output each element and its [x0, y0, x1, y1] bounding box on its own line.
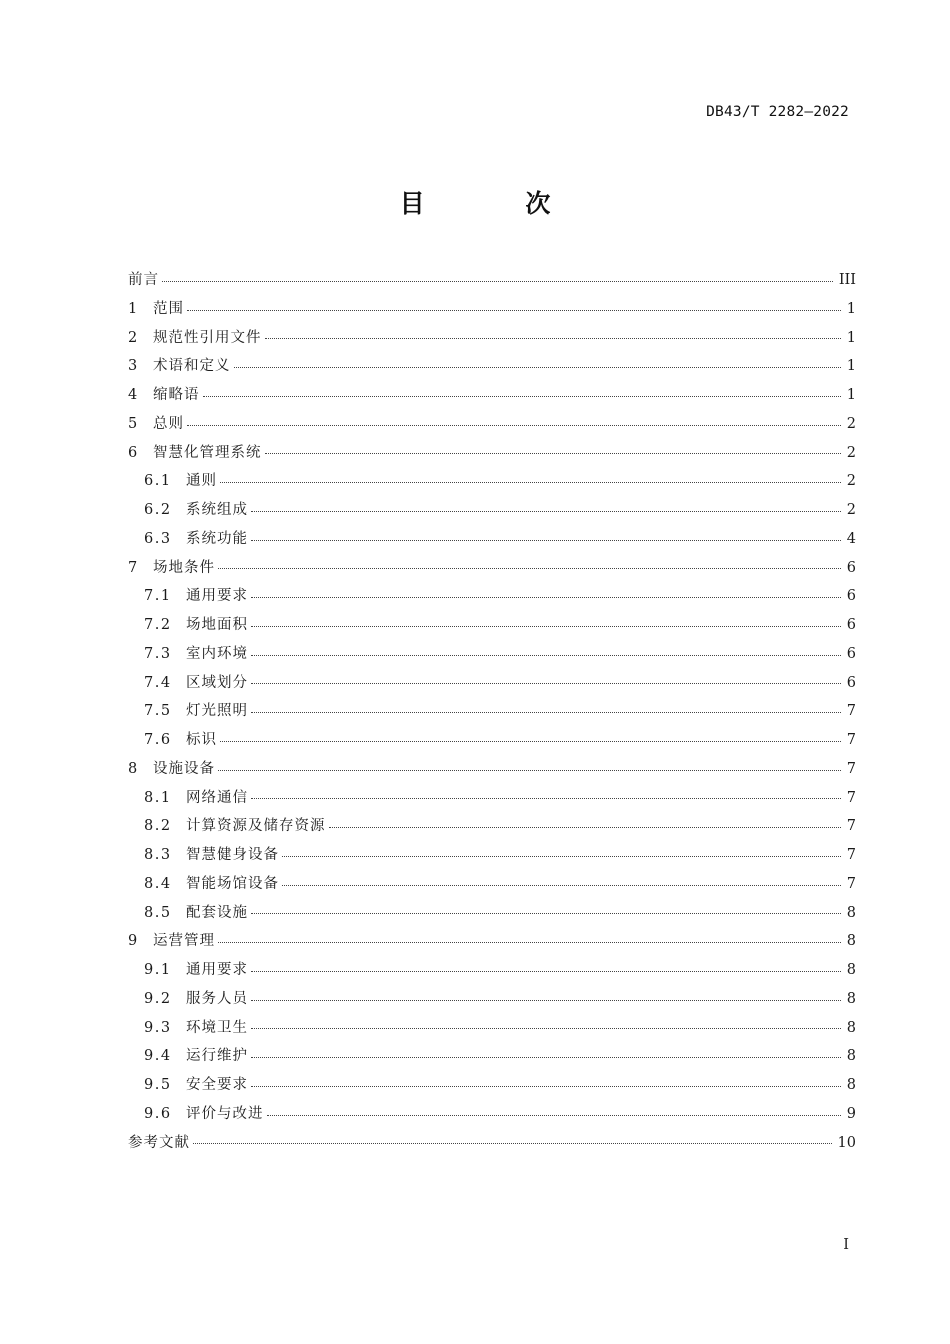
toc-entry-label: 服务人员 — [186, 990, 248, 1007]
toc-entry-number: 9.6 — [144, 1105, 172, 1122]
toc-entry[interactable] — [128, 985, 856, 1014]
toc-entry[interactable] — [128, 467, 856, 496]
toc-entry-label: 标识 — [186, 732, 217, 749]
toc-dot-leader — [187, 310, 841, 311]
table-of-contents — [128, 266, 856, 1157]
toc-dot-leader — [251, 655, 841, 656]
toc-entry-number: 7 — [128, 559, 138, 576]
toc-entry-number: 4 — [128, 387, 138, 404]
toc-entry-page: 2 — [846, 415, 856, 432]
toc-entry[interactable] — [128, 496, 856, 525]
toc-entry-number: 7.2 — [144, 617, 172, 634]
toc-entry[interactable] — [128, 697, 856, 726]
toc-entry-label: 缩略语 — [153, 387, 200, 404]
toc-entry-page: 7 — [846, 703, 856, 720]
toc-entry[interactable] — [128, 927, 856, 956]
toc-entry-label: 区域划分 — [186, 674, 248, 691]
toc-entry[interactable] — [128, 841, 856, 870]
toc-dot-leader — [251, 913, 841, 914]
toc-entry[interactable] — [128, 1129, 856, 1158]
toc-entry-number: 3 — [128, 358, 138, 375]
toc-dot-leader — [329, 827, 841, 828]
toc-entry-label: 智慧健身设备 — [186, 847, 279, 864]
toc-entry-label: 智慧化管理系统 — [153, 444, 262, 461]
toc-entry-label: 范围 — [153, 300, 184, 317]
toc-entry-label: 智能场馆设备 — [186, 875, 279, 892]
standard-number: DB43/T 2282—2022 — [706, 104, 849, 120]
toc-entry-number: 8.2 — [144, 818, 172, 835]
toc-entry[interactable] — [128, 410, 856, 439]
toc-dot-leader — [234, 367, 841, 368]
toc-entry[interactable] — [128, 439, 856, 468]
toc-entry-number: 5 — [128, 415, 138, 432]
toc-entry-label: 网络通信 — [186, 789, 248, 806]
toc-dot-leader — [251, 1057, 841, 1058]
toc-entry[interactable] — [128, 899, 856, 928]
toc-entry-label: 计算资源及储存资源 — [186, 818, 326, 835]
toc-entry-number: 6 — [128, 444, 138, 461]
toc-dot-leader — [251, 626, 841, 627]
toc-entry-page: 1 — [846, 329, 856, 346]
toc-dot-leader — [265, 338, 841, 339]
toc-dot-leader — [162, 281, 833, 282]
toc-entry-number: 9.1 — [144, 962, 172, 979]
toc-entry-label: 运营管理 — [153, 933, 215, 950]
toc-entry-label: 术语和定义 — [153, 358, 231, 375]
toc-entry-page: 8 — [846, 933, 856, 950]
toc-entry-page: 8 — [846, 990, 856, 1007]
toc-dot-leader — [251, 540, 841, 541]
toc-entry[interactable] — [128, 1100, 856, 1129]
toc-dot-leader — [282, 856, 841, 857]
toc-dot-leader — [251, 1028, 841, 1029]
toc-entry-number: 8.5 — [144, 904, 172, 921]
toc-entry-page: 8 — [846, 904, 856, 921]
toc-dot-leader — [251, 712, 841, 713]
toc-entry-label: 系统功能 — [186, 530, 248, 547]
toc-entry-label: 系统组成 — [186, 502, 248, 519]
toc-entry-page: 4 — [846, 530, 856, 547]
toc-entry-page: 1 — [846, 358, 856, 375]
toc-entry[interactable] — [128, 1042, 856, 1071]
toc-dot-leader — [251, 1000, 841, 1001]
toc-entry-number: 7.6 — [144, 732, 172, 749]
toc-entry[interactable] — [128, 266, 856, 295]
toc-entry[interactable] — [128, 582, 856, 611]
toc-entry-number: 9.2 — [144, 990, 172, 1007]
toc-entry-label: 评价与改进 — [186, 1105, 264, 1122]
toc-entry[interactable] — [128, 812, 856, 841]
toc-entry-label: 配套设施 — [186, 904, 248, 921]
toc-entry-page: 7 — [846, 875, 856, 892]
toc-entry-label: 安全要求 — [186, 1077, 248, 1094]
toc-entry-number: 7.4 — [144, 674, 172, 691]
toc-entry-page: 2 — [846, 502, 856, 519]
toc-entry-number: 9.5 — [144, 1077, 172, 1094]
toc-entry-label: 设施设备 — [153, 760, 215, 777]
toc-dot-leader — [220, 482, 841, 483]
toc-entry-label: 运行维护 — [186, 1048, 248, 1065]
toc-entry[interactable] — [128, 669, 856, 698]
toc-dot-leader — [267, 1115, 841, 1116]
toc-entry-label: 室内环境 — [186, 645, 248, 662]
toc-entry-label: 前言 — [128, 272, 159, 289]
toc-entry-number: 8.4 — [144, 875, 172, 892]
toc-dot-leader — [203, 396, 841, 397]
toc-dot-leader — [265, 453, 841, 454]
toc-entry-number: 8 — [128, 760, 138, 777]
toc-entry-number: 2 — [128, 329, 138, 346]
toc-entry-page: 8 — [846, 962, 856, 979]
toc-entry-page: 7 — [846, 760, 856, 777]
toc-entry[interactable] — [128, 352, 856, 381]
toc-dot-leader — [251, 683, 841, 684]
toc-entry-label: 通则 — [186, 473, 217, 490]
toc-dot-leader — [218, 568, 841, 569]
toc-entry-page: 8 — [846, 1048, 856, 1065]
toc-entry-page: 2 — [846, 444, 856, 461]
toc-dot-leader — [218, 942, 841, 943]
toc-entry[interactable] — [128, 784, 856, 813]
toc-entry-number: 7.5 — [144, 703, 172, 720]
toc-entry[interactable] — [128, 755, 856, 784]
toc-entry-number: 9.3 — [144, 1019, 172, 1036]
toc-entry-page: 6 — [846, 617, 856, 634]
toc-entry-page: 9 — [846, 1105, 856, 1122]
toc-dot-leader — [193, 1143, 832, 1144]
toc-entry-number: 1 — [128, 300, 138, 317]
toc-dot-leader — [220, 741, 841, 742]
toc-dot-leader — [218, 770, 841, 771]
toc-entry[interactable] — [128, 956, 856, 985]
toc-entry-number: 8.1 — [144, 789, 172, 806]
toc-entry[interactable] — [128, 295, 856, 324]
toc-dot-leader — [251, 971, 841, 972]
toc-entry-label: 通用要求 — [186, 588, 248, 605]
toc-entry-page: III — [838, 272, 856, 289]
toc-entry-number: 6.2 — [144, 502, 172, 519]
toc-entry[interactable] — [128, 640, 856, 669]
toc-dot-leader — [251, 798, 841, 799]
toc-entry[interactable] — [128, 1014, 856, 1043]
page-number: I — [843, 1237, 849, 1253]
toc-entry[interactable] — [128, 1071, 856, 1100]
toc-dot-leader — [282, 885, 841, 886]
toc-entry-page: 6 — [846, 588, 856, 605]
toc-entry-label: 环境卫生 — [186, 1019, 248, 1036]
toc-entry-label: 总则 — [153, 415, 184, 432]
toc-entry-page: 1 — [846, 300, 856, 317]
toc-dot-leader — [251, 597, 841, 598]
toc-entry[interactable] — [128, 611, 856, 640]
toc-entry-number: 7.3 — [144, 645, 172, 662]
toc-entry-page: 6 — [846, 645, 856, 662]
toc-entry-number: 7.1 — [144, 588, 172, 605]
toc-entry-label: 规范性引用文件 — [153, 329, 262, 346]
toc-entry-label: 灯光照明 — [186, 703, 248, 720]
toc-entry-page: 1 — [846, 387, 856, 404]
toc-entry[interactable] — [128, 870, 856, 899]
toc-entry-number: 9 — [128, 933, 138, 950]
toc-entry[interactable] — [128, 726, 856, 755]
toc-entry[interactable] — [128, 324, 856, 353]
toc-entry-label: 参考文献 — [128, 1134, 190, 1151]
toc-entry-number: 6.3 — [144, 530, 172, 547]
toc-dot-leader — [187, 425, 841, 426]
toc-dot-leader — [251, 1086, 841, 1087]
toc-entry-page: 7 — [846, 789, 856, 806]
toc-entry-number: 6.1 — [144, 473, 172, 490]
toc-dot-leader — [251, 511, 841, 512]
toc-entry-page: 6 — [846, 559, 856, 576]
toc-entry-page: 7 — [846, 732, 856, 749]
toc-entry-page: 8 — [846, 1019, 856, 1036]
toc-entry-page: 2 — [846, 473, 856, 490]
toc-entry-page: 7 — [846, 818, 856, 835]
toc-entry-page: 7 — [846, 847, 856, 864]
toc-entry-label: 场地条件 — [153, 559, 215, 576]
toc-entry-page: 6 — [846, 674, 856, 691]
toc-entry-label: 场地面积 — [186, 617, 248, 634]
toc-entry[interactable] — [128, 381, 856, 410]
toc-entry-number: 8.3 — [144, 847, 172, 864]
toc-entry-page: 10 — [837, 1134, 856, 1151]
page-title: 目 次 — [399, 189, 597, 218]
toc-entry-number: 9.4 — [144, 1048, 172, 1065]
toc-entry-page: 8 — [846, 1077, 856, 1094]
toc-entry-label: 通用要求 — [186, 962, 248, 979]
toc-entry[interactable] — [128, 525, 856, 554]
toc-entry[interactable] — [128, 554, 856, 583]
